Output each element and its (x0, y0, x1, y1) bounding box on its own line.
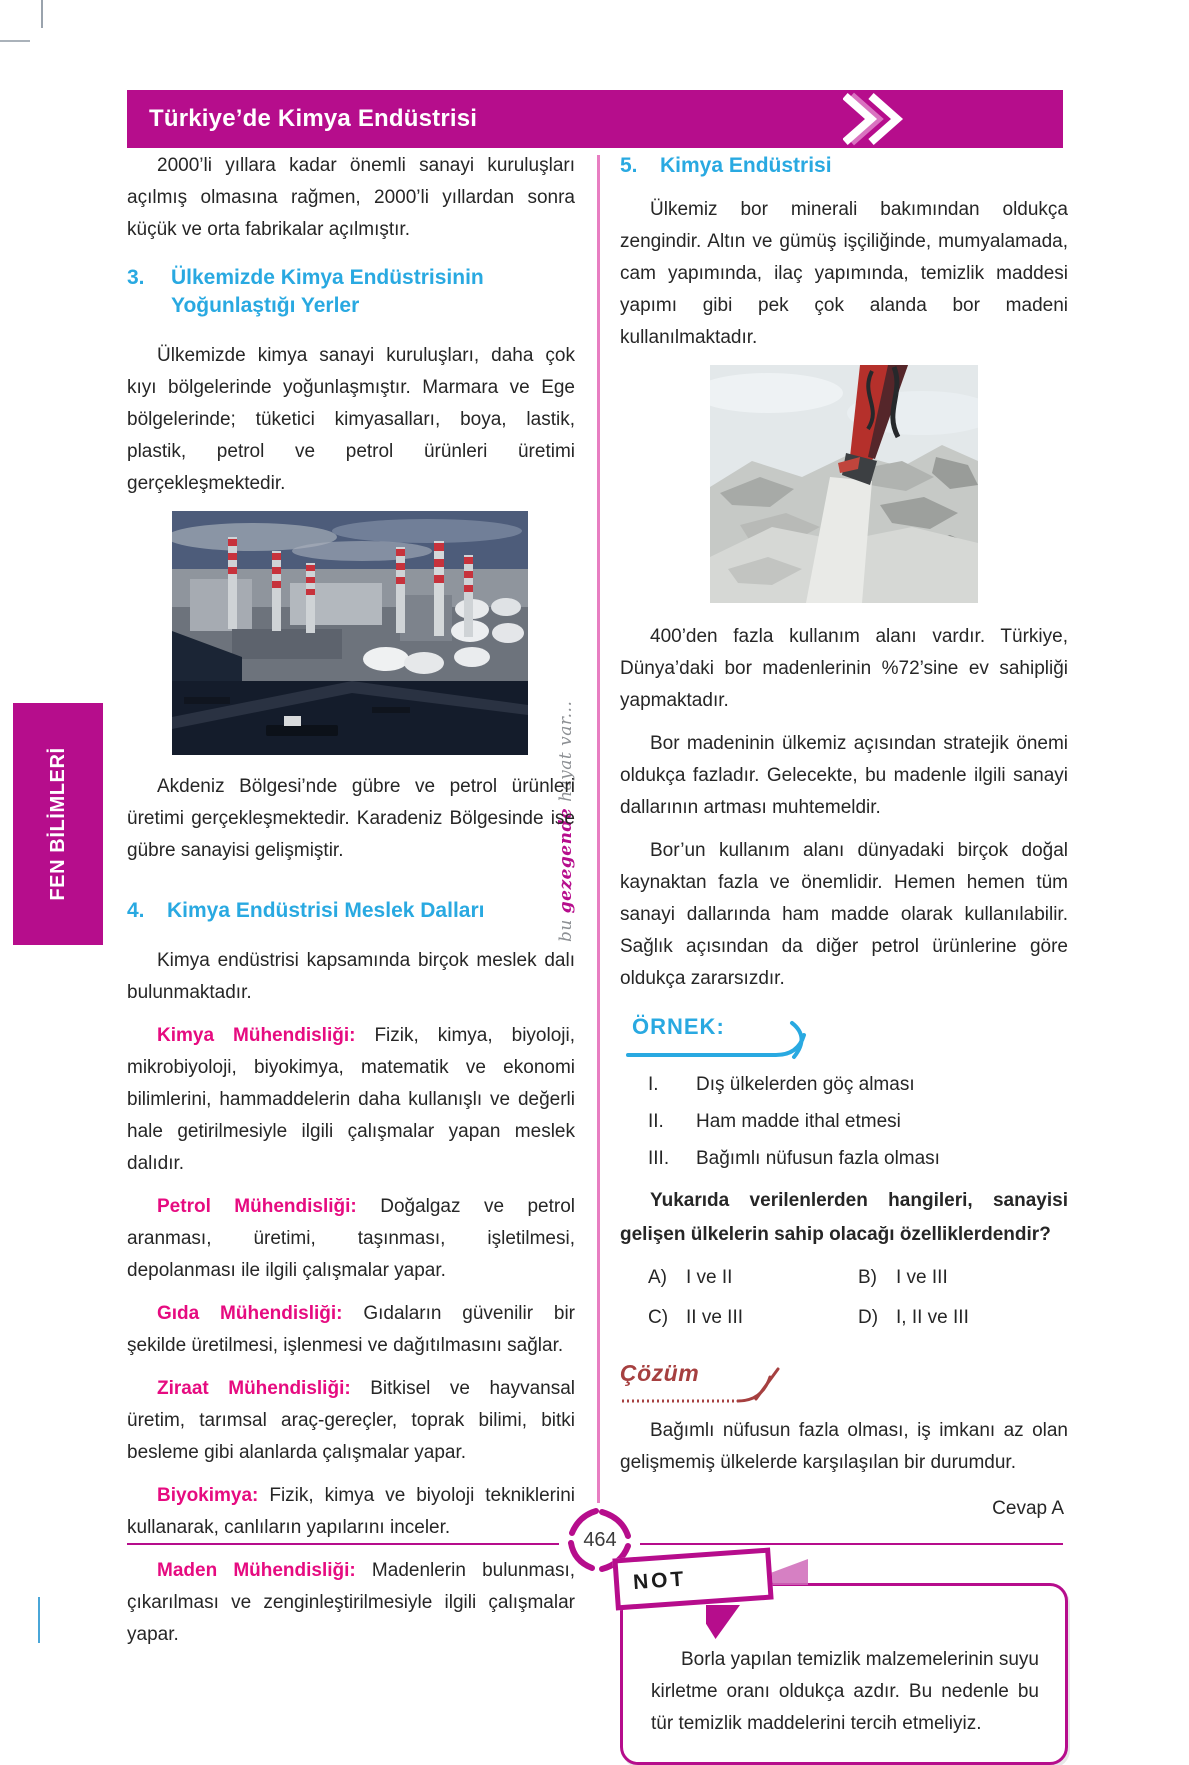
note-callout (620, 1567, 1068, 1765)
margin-script-note-part1: bu (556, 913, 576, 942)
answer-option-d (858, 1303, 1068, 1333)
crop-mark-top-left-vertical (41, 0, 43, 28)
section-5-title: Kimya Endüstrisi (660, 154, 832, 177)
section-3-paragraph: Ülkemizde kimya sanayi kuruluşları, daha çok kıyı bölgelerinde yoğunlaşmıştır. Marmara ve Ege bölgelerinde; tüketici kimyasalları, boya, lastik, plastik, petrol ve petrol ürünleri üretimi gerçekleşmektedir. (127, 345, 575, 494)
section-4-number: 4. (127, 899, 145, 922)
profession-paragraph (127, 1020, 575, 1180)
note-box (620, 1583, 1068, 1765)
margin-script-note-part3: hayat var... (556, 700, 576, 808)
solution-paragraph: Bağımlı nüfusun fazla olması, iş imkanı az olan gelişmemiş ülkelerde karşılaşılan bir durumdur. (620, 1420, 1068, 1473)
profession-paragraph (127, 1555, 575, 1651)
profession-term: Ziraat Mühendisliği: (157, 1378, 351, 1399)
example-item (648, 1143, 1068, 1174)
margin-script-note-part2: gezegende (556, 807, 576, 914)
profession-paragraph (127, 1480, 575, 1544)
profession-text: Gıdaların güvenilir bir şekilde üretilmesi, işlenmesi ve dağıtılmasını sağlar. (127, 1303, 575, 1356)
profession-text: Fizik, kimya ve biyoloji tekniklerini kullanarak, canlıların yapılarını inceler. (127, 1485, 576, 1538)
example-header (626, 1011, 836, 1055)
solution-label: Çözüm (620, 1360, 700, 1386)
section-4-title: Kimya Endüstrisi Meslek Dalları (167, 899, 485, 922)
example-item-numeral: II. (648, 1111, 664, 1132)
intro-paragraph: 2000’li yıllara kadar önemli sanayi kuruluşları açılmış olmasına rağmen, 2000’li yıllardan sonra küçük ve orta fabrikalar açılmıştır. (127, 155, 575, 240)
example-question: Yukarıda verilenlerden hangileri, sanayisi gelişen ülkelerin sahip olacağı özelliklerdendir? (620, 1190, 1068, 1245)
profession-paragraph (127, 1298, 575, 1362)
profession-term: Gıda Mühendisliği: (157, 1303, 343, 1324)
answer-text: Cevap A (992, 1498, 1064, 1519)
example-item-text: Bağımlı nüfusun fazla olması (696, 1148, 940, 1169)
section-3-number: 3. (127, 266, 145, 289)
double-chevron-right-icon (843, 90, 921, 148)
section-5-paragraph-3: Bor madeninin ülkemiz açısından stratejik önemi oldukça fazladır. Gelecekte, bu madenle ilgili sanayi dallarının artması muhtemeldir. (620, 733, 1068, 818)
profession-text: Fizik, kimya, biyoloji, mikrobiyoloji, biyokimya, matematik ve ekonomi bilimlerini, hammaddelerin daha kullanışlı ve değerli hale getirilmesiyle ilgili çalışmalar yapan meslek dalıdır. (127, 1025, 575, 1174)
subject-sidebar-label: FEN BİLİMLERİ (47, 747, 69, 901)
solution-header (620, 1357, 810, 1405)
crop-mark-bottom-left-vertical (38, 1597, 40, 1643)
profession-term: Maden Mühendisliği: (157, 1560, 356, 1581)
page-number: 464 (583, 1529, 617, 1551)
example-item-text: Dış ülkelerden göç alması (696, 1074, 915, 1095)
right-column (620, 152, 1068, 1765)
example-item-text: Ham madde ithal etmesi (696, 1111, 901, 1132)
boron-mine-excavator-photo (710, 365, 978, 603)
answer-option-a (648, 1263, 858, 1293)
option-letter: C) (648, 1307, 669, 1328)
option-text: I, II ve III (896, 1307, 969, 1328)
profession-term: Kimya Mühendisliği: (157, 1025, 356, 1046)
profession-paragraph (127, 1191, 575, 1287)
example-label: ÖRNEK: (632, 1014, 725, 1039)
profession-term: Petrol Mühendisliği: (157, 1196, 357, 1217)
note-banner (612, 1548, 773, 1611)
option-letter: A) (648, 1267, 667, 1288)
option-text: II ve III (686, 1307, 744, 1328)
footer-rule-left (127, 1543, 559, 1545)
chapter-title: Türkiye’de Kimya Endüstrisi (149, 105, 478, 132)
option-letter: D) (858, 1307, 879, 1328)
profession-text: Bitkisel ve hayvansal üretim, tarımsal araç-gereçler, toprak bilimi, bitki besleme gibi alanlarda çalışmalar yapar. (127, 1378, 576, 1463)
option-text: I ve III (896, 1267, 948, 1288)
section-3-after-image-paragraph: Akdeniz Bölgesi’nde gübre ve petrol ürünleri üretimi gerçekleşmektedir. Karadeniz Bölgesinde ise gübre sanayisi gelişmiştir. (127, 776, 575, 861)
option-letter: B) (858, 1267, 877, 1288)
crop-mark-top-left-horizontal (0, 40, 30, 42)
example-item (648, 1069, 1068, 1100)
footer-rule-right (640, 1543, 1063, 1545)
note-label: NOT (632, 1567, 688, 1595)
refinery-coast-photo (172, 511, 528, 755)
answer-option-b (858, 1263, 1068, 1293)
answer-option-c (648, 1303, 858, 1333)
subject-sidebar-tab (13, 703, 103, 945)
section-5-heading (620, 152, 1068, 180)
example-item-numeral: I. (648, 1074, 659, 1095)
profession-paragraph (127, 1373, 575, 1469)
section-3-title: Ülkemizde Kimya Endüstrisinin Yoğunlaştığı Yerler (171, 266, 484, 317)
note-text: Borla yapılan temizlik malzemelerinin suyu kirletme oranı oldukça azdır. Bu nedenle bu tür temizlik maddelerini tercih etmeliyiz. (651, 1649, 1039, 1734)
section-5-paragraph-2: 400’den fazla kullanım alanı vardır. Türkiye, Dünya’daki bor madenlerinin %72’sine ev sahipliği yapmaktadır. (620, 626, 1068, 711)
section-5-paragraph-4: Bor’un kullanım alanı dünyadaki birçok doğal kaynaktan fazla ve önemlidir. Hemen hemen tüm sanayi dallarında ham madde olarak kullanılabilir. Sağlık açısından da diğer petrol ürünlerine göre oldukça zararsızdır. (620, 840, 1068, 989)
column-divider-line (597, 155, 600, 1503)
profession-text: Madenlerin bulunması, çıkarılması ve zenginleştirilmesiyle ilgili çalışmalar yapar. (127, 1560, 576, 1645)
example-item-numeral: III. (648, 1148, 670, 1169)
option-text: I ve II (686, 1267, 733, 1288)
chapter-header-bar (127, 90, 1063, 148)
answer-options (648, 1263, 1068, 1333)
example-item (648, 1106, 1068, 1137)
section-5-number: 5. (620, 154, 638, 177)
section-4-intro-paragraph: Kimya endüstrisi kapsamında birçok meslek dalı bulunmaktadır. (127, 950, 575, 1003)
section-3-heading (127, 264, 575, 320)
profession-text: Doğalgaz ve petrol aranması, üretimi, taşınması, işletilmesi, depolanması ile ilgili çalışmalar yapar. (127, 1196, 576, 1281)
section-4-heading (127, 897, 575, 925)
section-5-paragraph-1: Ülkemiz bor minerali bakımından oldukça zengindir. Altın ve gümüş işçiliğinde, mumyalamada, cam yapımında, ilaç yapımında, temizlik maddesi yapımı gibi pek çok alanda bor madeni kullanılmaktadır. (620, 199, 1068, 348)
left-column (127, 150, 575, 1662)
profession-term: Biyokimya: (157, 1485, 259, 1506)
